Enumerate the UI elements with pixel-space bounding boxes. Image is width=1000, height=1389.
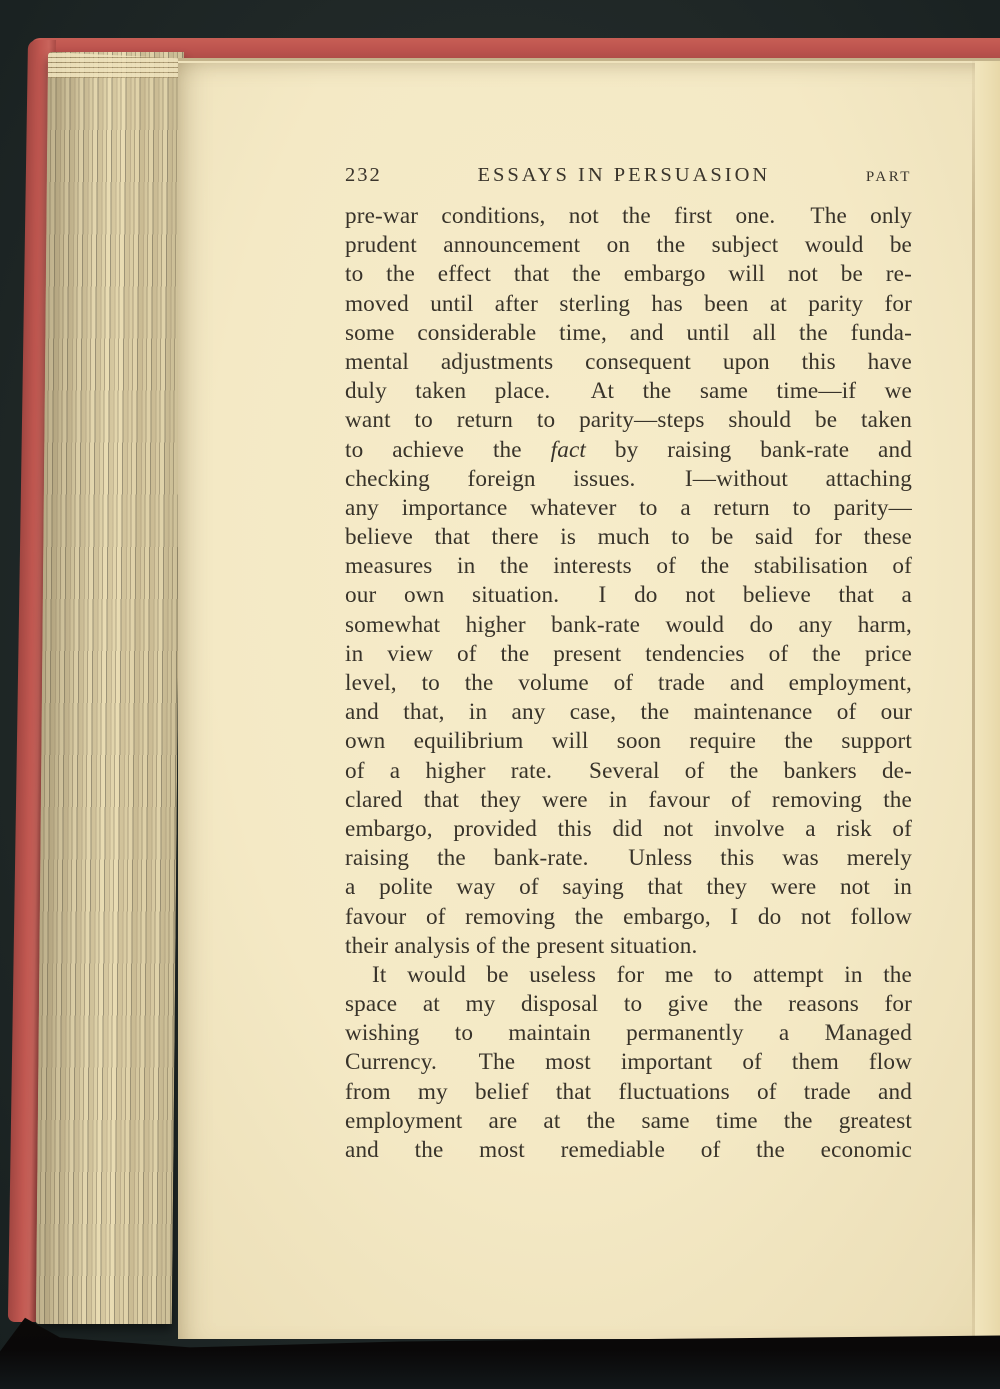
text-line: measures in the interests of the stabilisation of [345,553,912,580]
text-line: level, to the volume of trade and employment, [345,670,912,696]
text-line: from my belief that fluctuations of trade and [345,1078,912,1105]
body-text [345,202,912,1165]
text-line: of a higher rate. Several of the bankers de- [345,757,912,784]
text-line: to the effect that the embargo will not be re- [345,261,912,288]
italic-word: fact [550,436,586,463]
text-line: space at my disposal to give the reasons for [345,991,912,1018]
text-line [345,436,912,465]
text-line: Currency. The most important of them flow [345,1049,912,1076]
text-line: moved until after sterling has been at parity for [345,290,912,317]
text-line: employment are at the same time the greatest [345,1107,912,1134]
text-segment: by raising bank-rate and [585,436,912,463]
text-line: clared that they were in favour of removing the [345,786,912,813]
text-line: mental adjustments consequent upon this have [345,348,912,375]
page-stack-fore-edge [36,52,184,1324]
text-line: any importance whatever to a return to parity— [345,494,912,521]
text-segment: to achieve the [345,436,551,463]
text-line: somewhat higher bank-rate would do any harm, [345,611,912,638]
page-number: 232 [345,164,382,186]
text-line: and that, in any case, the maintenance of our [345,699,912,726]
section-label: PART [865,169,912,185]
text-line: embargo, provided this did not involve a risk of [345,815,912,842]
page-crease-line [972,61,975,1339]
text-line: duly taken place. At the same time—if we [345,378,912,405]
text-line: checking foreign issues. I—without attaching [345,465,912,492]
text-line: prudent announcement on the subject would be [345,232,912,259]
text-line: It would be useless for me to attempt in the [372,961,912,988]
text-line: some considerable time, and until all the funda- [345,319,912,346]
text-line: favour of removing the embargo, I do not follow [345,903,912,930]
running-title: ESSAYS IN PERSUASION [477,164,771,186]
text-line: our own situation. I do not believe that a [345,582,912,609]
text-line: believe that there is much to be said for these [345,524,912,551]
text-line: pre-war conditions, not the first one. The only [345,203,912,229]
text-line: their analysis of the present situation. [345,932,698,959]
text-line: a polite way of saying that they were not in [345,874,912,901]
text-line: own equilibrium will soon require the support [345,728,912,755]
page-curl-strip [975,61,1000,1339]
text-line: want to return to parity—steps should be taken [345,407,912,434]
text-line: raising the bank-rate. Unless this was merely [345,845,912,872]
book-page [178,58,1000,1339]
text-line: in view of the present tendencies of the price [345,640,912,667]
page-header [345,164,912,187]
text-line: wishing to maintain permanently a Managed [345,1020,912,1047]
text-line: and the most remediable of the economic [345,1137,912,1163]
